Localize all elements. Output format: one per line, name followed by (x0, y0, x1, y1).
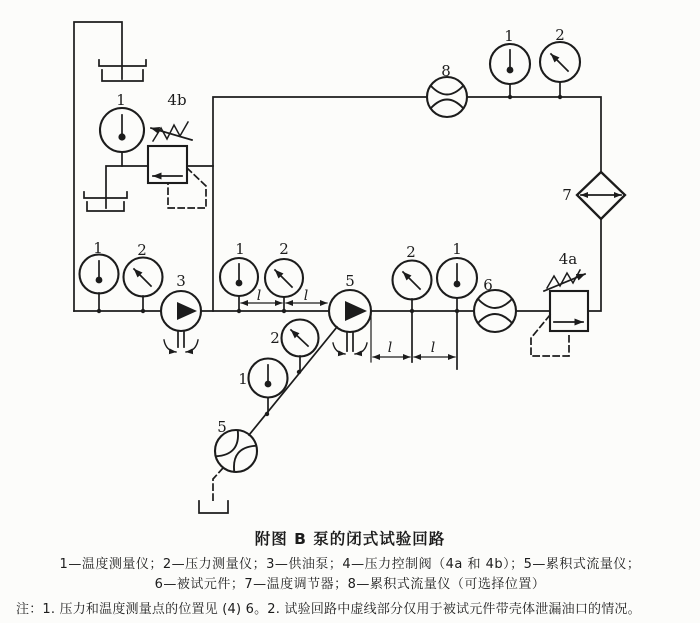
rotation-arrow-icon (164, 340, 176, 352)
dimension-lines-outlet (371, 313, 455, 362)
label-tankline-temp-gauge: 1 (116, 91, 126, 109)
temperature-regulator (577, 172, 625, 219)
relief-valve-4b (148, 122, 206, 208)
drive-shaft-icon (347, 332, 353, 351)
figure-legend-line2: 6—被试元件；7—温度调节器；8—累积式流量仪（可选择位置） (154, 577, 546, 592)
drive-shaft-icon (178, 331, 184, 347)
temperature-gauge-tankline (100, 108, 144, 152)
figure-title: 附图 B 泵的闭式试验回路 (254, 530, 446, 548)
dimension-label-l: l (256, 288, 262, 304)
flowmeter-main (474, 290, 516, 332)
label-main-flowmeter: 6 (483, 276, 493, 294)
label-temperature-regulator: 7 (562, 186, 572, 204)
label-test-inlet-pressure-gauge: 2 (279, 240, 289, 258)
label-relief-valve-4a: 4a (558, 250, 578, 268)
test-pump (329, 290, 371, 354)
label-relief-valve-4b: 4b (167, 91, 187, 109)
dimension-label-l: l (303, 288, 309, 304)
pressure-gauge-top (540, 42, 580, 99)
label-top-pressure-gauge: 2 (555, 26, 565, 44)
label-test-inlet-temp-gauge: 1 (235, 240, 245, 258)
label-test-pump: 5 (345, 272, 355, 290)
relief-valve-4a (531, 270, 588, 356)
temperature-gauge-outlet (437, 258, 477, 369)
pump-triangle-icon (177, 302, 197, 320)
figure-note: 注：1. 压力和温度测量点的位置见 (4) 6。2. 试验回路中虚线部分仅用于被试元件带壳体泄漏油口的情况。 (16, 602, 641, 617)
temperature-gauge-supply-inlet (80, 255, 119, 314)
temperature-gauge-drain (249, 359, 288, 417)
label-supply-inlet-temp-gauge: 1 (93, 239, 103, 257)
label-outlet-temp-gauge: 1 (452, 240, 462, 258)
return-line-top (213, 97, 601, 311)
supply-pump (161, 291, 201, 352)
dimension-label-l: l (430, 340, 436, 356)
pressure-gauge-drain (282, 320, 319, 375)
figure-legend-line1: 1—温度测量仪；2—压力测量仪；3—供油泵；4—压力控制阀（4a 和 4b）；5—累积式流量仪； (59, 557, 641, 572)
label-supply-inlet-pressure-gauge: 2 (137, 241, 147, 259)
pump-triangle-icon (345, 301, 367, 321)
label-outlet-pressure-gauge: 2 (406, 243, 416, 261)
rotation-arrow-icon (186, 340, 198, 352)
rotation-arrow-icon (333, 343, 345, 354)
reservoir-drain (199, 501, 228, 513)
label-top-flowmeter: 8 (441, 62, 451, 80)
valve-4b-branch-line (106, 152, 213, 208)
temperature-gauge-test-inlet (220, 258, 258, 313)
flowmeter-drain (215, 430, 257, 472)
pressure-gauge-test-inlet (265, 259, 303, 313)
case-drain-line (213, 327, 337, 501)
label-top-temp-gauge: 1 (504, 27, 514, 45)
temperature-gauge-top (490, 44, 530, 99)
dimension-label-l: l (387, 340, 393, 356)
label-supply-pump: 3 (176, 272, 186, 290)
label-drain-temp-gauge: 1 (238, 370, 248, 388)
pressure-gauge-supply-inlet (124, 258, 163, 314)
flowmeter-top (427, 77, 467, 117)
rotation-arrow-icon (355, 343, 367, 354)
label-drain-pressure-gauge: 2 (270, 329, 280, 347)
label-drain-flowmeter: 5 (217, 418, 227, 436)
